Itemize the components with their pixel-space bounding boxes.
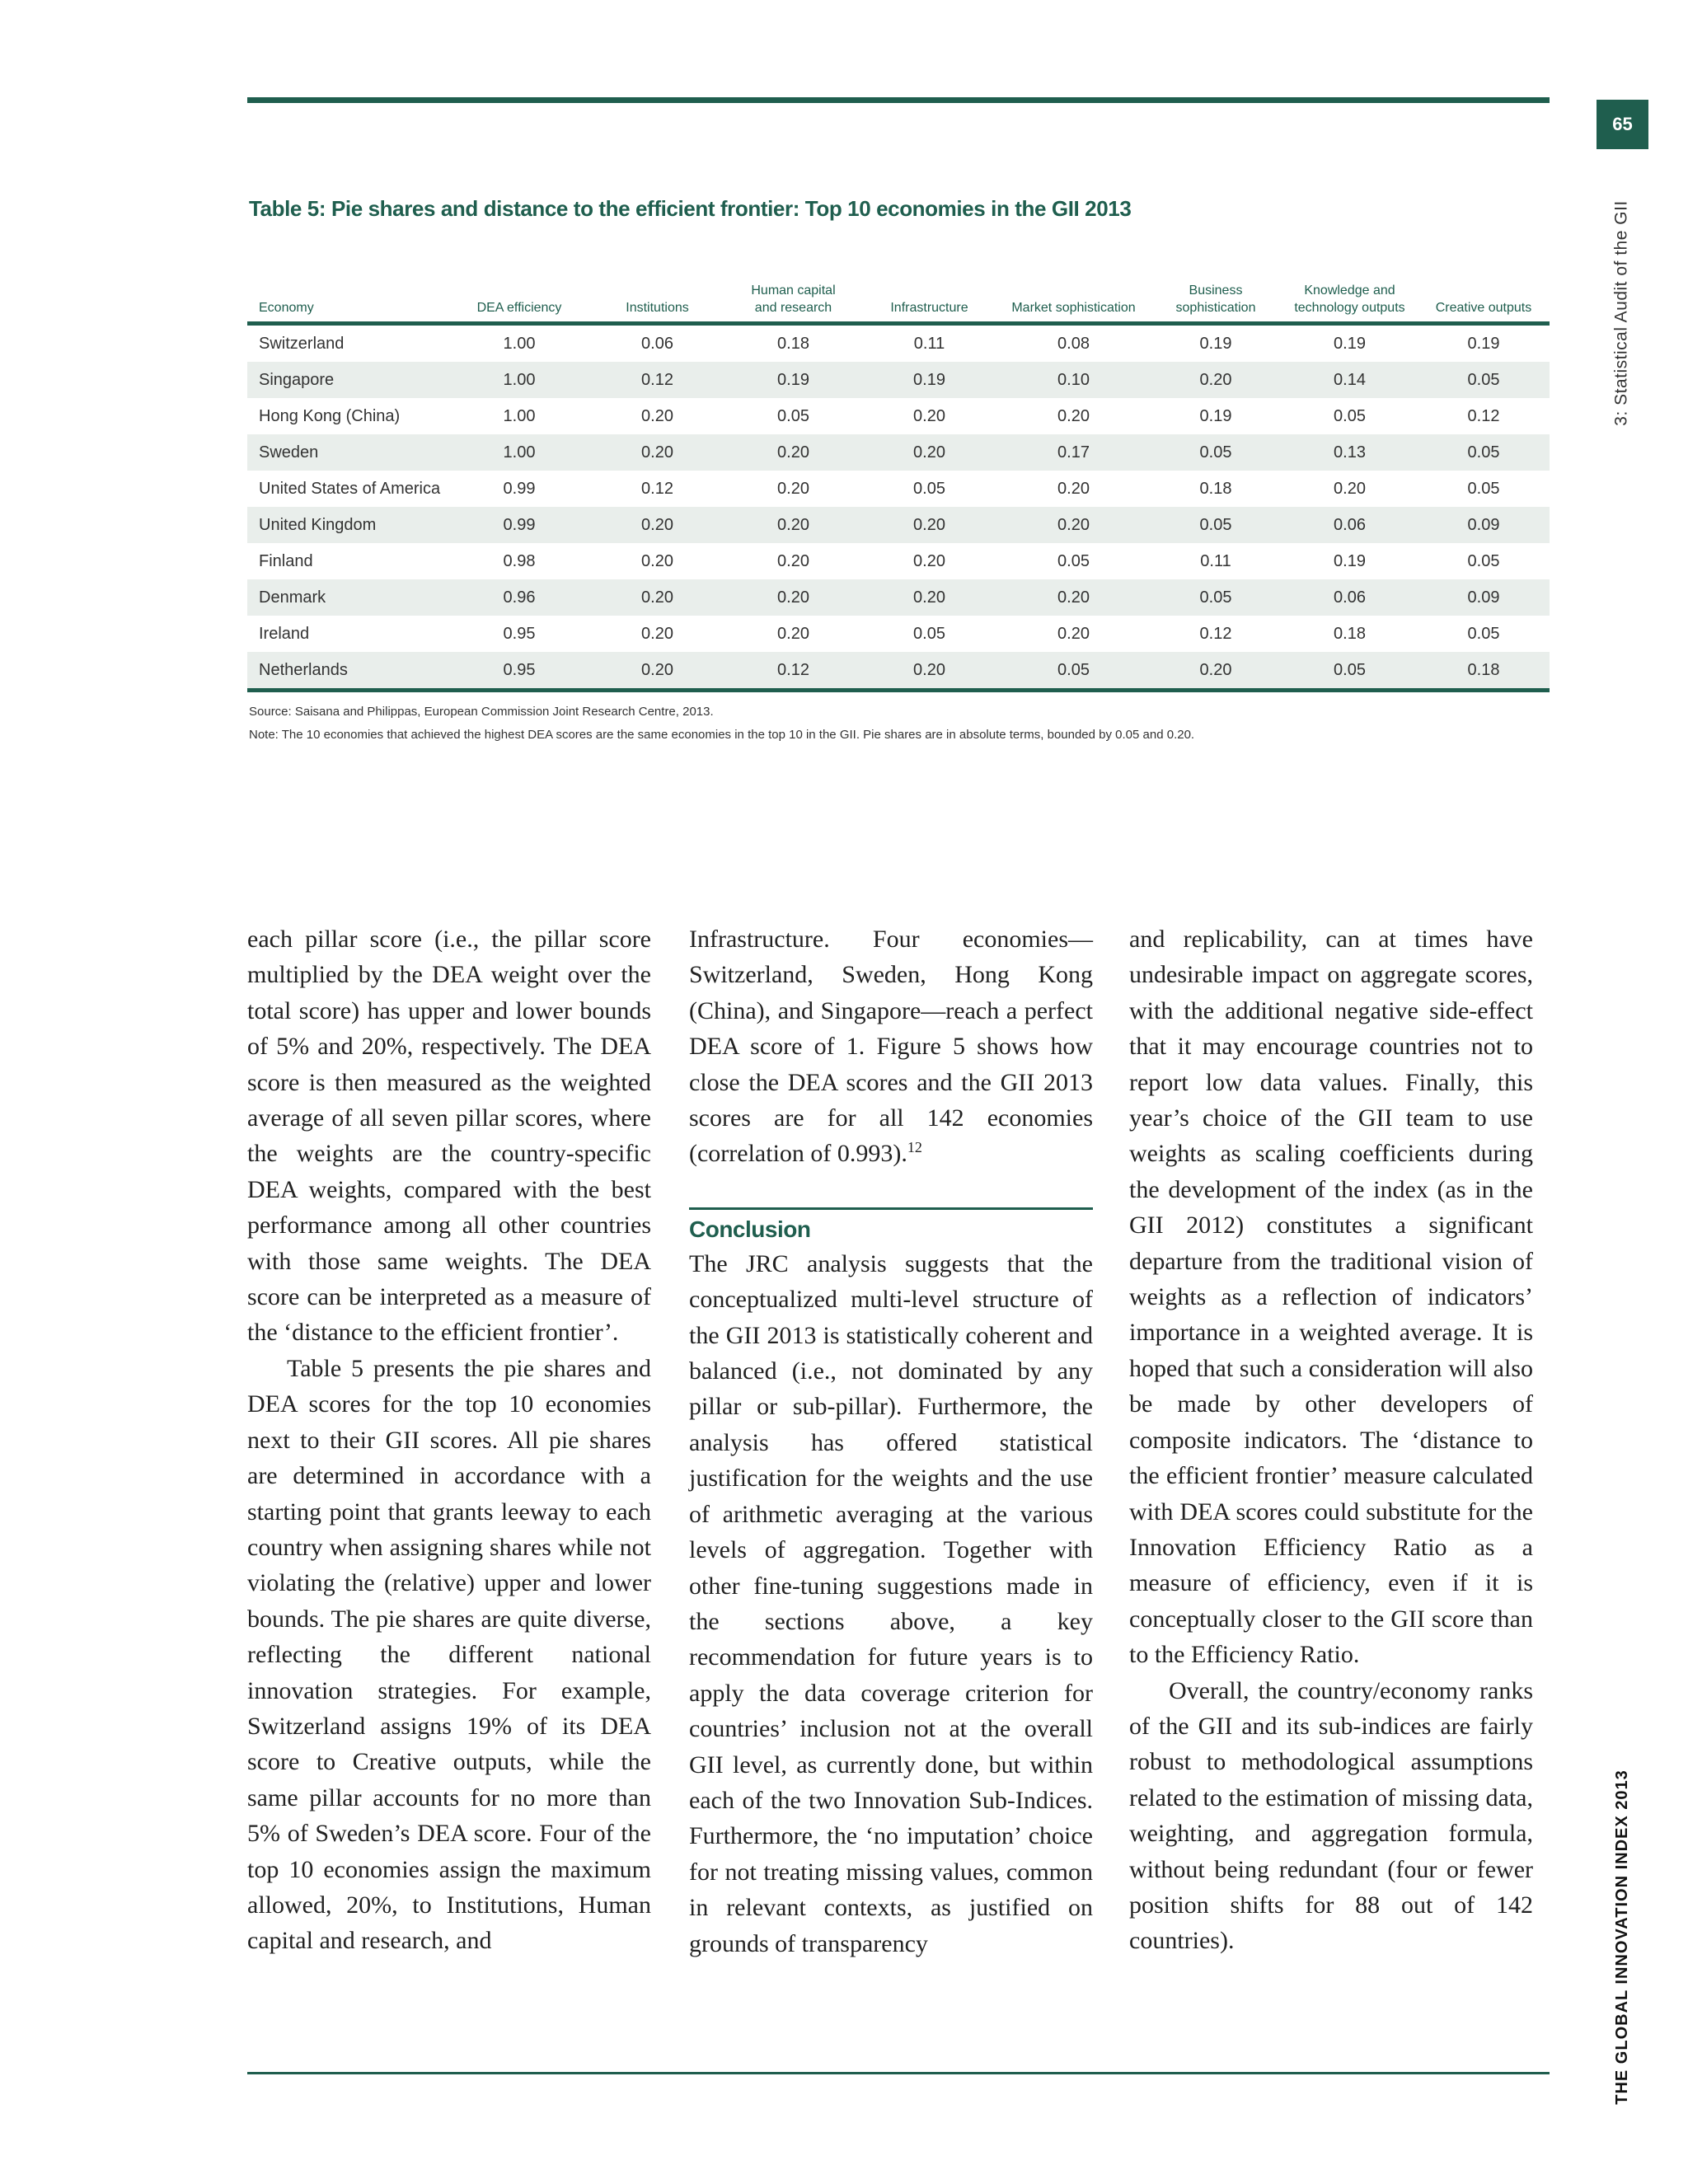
value-cell: 0.12 xyxy=(725,652,861,691)
value-cell: 0.05 xyxy=(913,479,945,498)
value-cell: 0.10 xyxy=(997,362,1150,398)
value-cell: 1.00 xyxy=(503,406,536,425)
table-row xyxy=(247,579,1550,616)
value-cell: 0.99 xyxy=(503,479,536,498)
column-header: Market sophistication xyxy=(997,264,1150,324)
text-column-1 xyxy=(247,921,651,1959)
column-header: Business sophistication xyxy=(1150,264,1282,324)
table-row xyxy=(247,616,1550,652)
value-cell: 0.11 xyxy=(913,334,945,353)
value-cell: 0.20 xyxy=(913,551,945,570)
value-cell: 0.18 xyxy=(1334,624,1366,643)
publication-label xyxy=(1592,1764,1652,2110)
value-cell: 0.17 xyxy=(997,434,1150,471)
value-cell: 0.20 xyxy=(861,652,997,691)
column-header: Human capital and research xyxy=(725,264,861,324)
economy-cell: Finland xyxy=(259,551,313,570)
economy-cell: Switzerland xyxy=(259,334,345,353)
value-cell: 1.00 xyxy=(449,434,589,471)
value-cell: 0.20 xyxy=(777,624,809,643)
bottom-rule xyxy=(247,2072,1550,2074)
text-column-3 xyxy=(1129,921,1533,1959)
value-cell: 0.05 xyxy=(777,406,809,425)
value-cell: 1.00 xyxy=(449,362,589,398)
top-rule xyxy=(247,97,1550,103)
section-label xyxy=(1592,190,1652,437)
value-cell: 0.05 xyxy=(1282,652,1418,691)
value-cell: 0.08 xyxy=(1057,334,1090,353)
value-cell: 0.20 xyxy=(1150,362,1282,398)
paragraph: Overall, the country/economy ranks of the GII and its sub-indices are fairly robust to methodological assumptions related to the estimation of missing data, weighting, and aggregation formula, without being redundant (four or fewer position shifts for 88 out of 142 countries). xyxy=(1129,1676,1533,1955)
table-header xyxy=(247,264,1550,324)
table-title: Table 5: Pie shares and distance to the efficient frontier: Top 10 economies in the GII 2013 xyxy=(249,196,1132,221)
value-cell: 0.11 xyxy=(1200,551,1231,570)
economy-cell: Ireland xyxy=(259,624,310,643)
value-cell: 0.20 xyxy=(1057,624,1090,643)
value-cell: 0.20 xyxy=(1057,406,1090,425)
column-header: Creative outputs xyxy=(1418,264,1550,324)
value-cell: 0.20 xyxy=(641,624,673,643)
paragraph: The JRC analysis suggests that the conceptualized multi-level structure of the GII 2013 is statistically coherent and balanced (i.e., not dominated by any pillar or sub-pillar). Furthermore, the analysis has offered statistical justification for the weights and the use of arithmetic averaging at the various levels of aggregation. Together with other fine-tuning suggestions made in the sections above, a key recommendation for future years is to apply the data coverage criterion for countries’ inclusion not at the overall GII level, as currently done, but within each of the two Innovation Sub-Indices. Furthermore, the ‘no imputation’ choice for not treating missing values, common in relevant contexts, as justified on grounds of transparency xyxy=(689,1249,1093,1957)
value-cell: 0.18 xyxy=(1418,652,1550,691)
value-cell: 0.20 xyxy=(641,406,673,425)
table-body xyxy=(247,324,1550,691)
economy-cell: Netherlands xyxy=(247,652,449,691)
economy-cell: Singapore xyxy=(247,362,449,398)
section-rule xyxy=(689,1207,1093,1210)
table-row xyxy=(247,543,1550,579)
table-row xyxy=(247,471,1550,507)
value-cell: 0.05 xyxy=(997,652,1150,691)
economy-cell: United States of America xyxy=(259,479,441,498)
economy-cell: United Kingdom xyxy=(247,507,449,543)
value-cell: 0.19 xyxy=(1334,551,1366,570)
value-cell: 0.20 xyxy=(913,406,945,425)
value-cell: 0.20 xyxy=(777,551,809,570)
page-number: 65 xyxy=(1597,100,1648,149)
value-cell: 0.12 xyxy=(641,479,673,498)
value-cell: 0.20 xyxy=(777,479,809,498)
table-notes xyxy=(249,705,1194,751)
value-cell: 0.05 xyxy=(1467,551,1500,570)
table-source: Source: Saisana and Philippas, European Commission Joint Research Centre, 2013. xyxy=(249,705,714,719)
value-cell: 0.20 xyxy=(589,434,725,471)
table-note: Note: The 10 economies that achieved the highest DEA scores are the same economies in the top 10 in the GII. Pie shares are in absolute terms, bounded by 0.05 and 0.20. xyxy=(249,728,1195,742)
column-header: Infrastructure xyxy=(861,264,997,324)
value-cell: 0.14 xyxy=(1282,362,1418,398)
value-cell: 0.05 xyxy=(1057,551,1090,570)
value-cell: 0.98 xyxy=(503,551,536,570)
value-cell: 0.20 xyxy=(1150,652,1282,691)
value-cell: 0.05 xyxy=(1150,434,1282,471)
table-row xyxy=(247,362,1550,398)
value-cell: 0.20 xyxy=(997,507,1150,543)
economy-cell: Denmark xyxy=(247,579,449,616)
paragraph: and replicability, can at times have undesirable impact on aggregate scores, with the additional negative side-effect that it may encourage countries not to report low data values. Finally, this year’s choice of the GII team to use weights as scaling coefficients during the development of the index (as in the GII 2012) constitutes a significant departure from the traditional vision of weights as a reflection of indicators’ importance in a weighted average. It is hoped that such a consideration will also be made by other developers of composite indicators. The ‘distance to the efficient frontier’ measure calculated with DEA scores could substitute for the Innovation Efficiency Ratio as a measure of efficiency, even if it is conceptually closer to the GII score than to the Efficiency Ratio. xyxy=(1129,926,1533,1669)
value-cell: 0.19 xyxy=(725,362,861,398)
value-cell: 0.06 xyxy=(1282,579,1418,616)
column-header: DEA efficiency xyxy=(449,264,589,324)
publication-label-text: THE GLOBAL INNOVATION INDEX 2013 xyxy=(1612,1769,1631,2105)
value-cell: 0.20 xyxy=(861,507,997,543)
value-cell: 0.20 xyxy=(589,579,725,616)
column-header: Economy xyxy=(247,264,449,324)
value-cell: 0.12 xyxy=(589,362,725,398)
value-cell: 1.00 xyxy=(503,334,536,353)
value-cell: 0.06 xyxy=(1282,507,1418,543)
value-cell: 0.05 xyxy=(913,624,945,643)
value-cell: 0.05 xyxy=(1150,507,1282,543)
column-header: Institutions xyxy=(589,264,725,324)
value-cell: 0.12 xyxy=(1199,624,1232,643)
value-cell: 0.18 xyxy=(1199,479,1232,498)
value-cell: 0.20 xyxy=(589,652,725,691)
economy-cell: Sweden xyxy=(247,434,449,471)
value-cell: 0.20 xyxy=(861,434,997,471)
table-header-row xyxy=(247,264,1550,324)
table-row xyxy=(247,507,1550,543)
value-cell: 0.20 xyxy=(725,434,861,471)
paragraph xyxy=(689,921,1093,1172)
value-cell: 0.05 xyxy=(1418,362,1550,398)
value-cell: 0.12 xyxy=(1467,406,1500,425)
value-cell: 0.95 xyxy=(449,652,589,691)
value-cell: 0.20 xyxy=(725,507,861,543)
value-cell: 0.05 xyxy=(1467,479,1500,498)
value-cell: 0.20 xyxy=(997,579,1150,616)
paragraph: each pillar score (i.e., the pillar score multiplied by the DEA weight over the total score) has upper and lower bounds of 5% and 20%, respectively. The DEA score is then measured as the weighted average of all seven pillar scores, where the weights are the country-specific DEA weights, compared with the best performance among all other countries with those same weights. The DEA score can be interpreted as a measure of the ‘distance to the efficient frontier’. xyxy=(247,926,651,1347)
value-cell: 0.99 xyxy=(449,507,589,543)
paragraph: Table 5 presents the pie shares and DEA scores for the top 10 economies next to their GII scores. All pie shares are determined in accordance with a starting point that grants leeway to each country when assigning shares while not violating the (relative) upper and lower bounds. The pie shares are quite diverse, reflecting the different national innovation strategies. For example, Switzerland assigns 19% of its DEA score to Creative outputs, while the same pillar accounts for no more than 5% of Sweden’s DEA score. Four of the top 10 economies assign the maximum allowed, 20%, to Institutions, Human capital and research, and xyxy=(247,1354,651,1955)
value-cell: 0.06 xyxy=(641,334,673,353)
value-cell: 0.20 xyxy=(641,551,673,570)
table-row xyxy=(247,398,1550,434)
value-cell: 0.13 xyxy=(1282,434,1418,471)
text-column-2 xyxy=(689,921,1093,1961)
value-cell: 0.09 xyxy=(1418,579,1550,616)
section-label-text: 3: Statistical Audit of the GII xyxy=(1612,200,1631,426)
table-row xyxy=(247,434,1550,471)
value-cell: 0.05 xyxy=(1467,624,1500,643)
value-cell: 0.19 xyxy=(1199,334,1232,353)
value-cell: 0.19 xyxy=(861,362,997,398)
section-heading: Conclusion xyxy=(689,1216,811,1242)
table-row xyxy=(247,324,1550,363)
paragraph-text: Infrastructure. Four economies—Switzerland, Sweden, Hong Kong (China), and Singapore—reach a perfect DEA score of 1. Figure 5 shows how close the DEA scores and the GII 2013 scores are for all 142 economies (correlation of 0.993). xyxy=(689,926,1093,1168)
value-cell: 0.20 xyxy=(589,507,725,543)
value-cell: 0.20 xyxy=(725,579,861,616)
pie-shares-table xyxy=(247,264,1550,692)
value-cell: 0.96 xyxy=(449,579,589,616)
value-cell: 0.19 xyxy=(1199,406,1232,425)
value-cell: 0.05 xyxy=(1334,406,1366,425)
footnote-ref[interactable]: 12 xyxy=(907,1139,922,1156)
value-cell: 0.20 xyxy=(861,579,997,616)
value-cell: 0.20 xyxy=(1057,479,1090,498)
value-cell: 0.19 xyxy=(1334,334,1366,353)
economy-cell: Hong Kong (China) xyxy=(259,406,401,425)
value-cell: 0.19 xyxy=(1467,334,1500,353)
column-header: Knowledge and technology outputs xyxy=(1282,264,1418,324)
value-cell: 0.18 xyxy=(777,334,809,353)
value-cell: 0.20 xyxy=(1334,479,1366,498)
table-row xyxy=(247,652,1550,691)
value-cell: 0.05 xyxy=(1150,579,1282,616)
value-cell: 0.09 xyxy=(1418,507,1550,543)
value-cell: 0.05 xyxy=(1418,434,1550,471)
value-cell: 0.95 xyxy=(503,624,536,643)
